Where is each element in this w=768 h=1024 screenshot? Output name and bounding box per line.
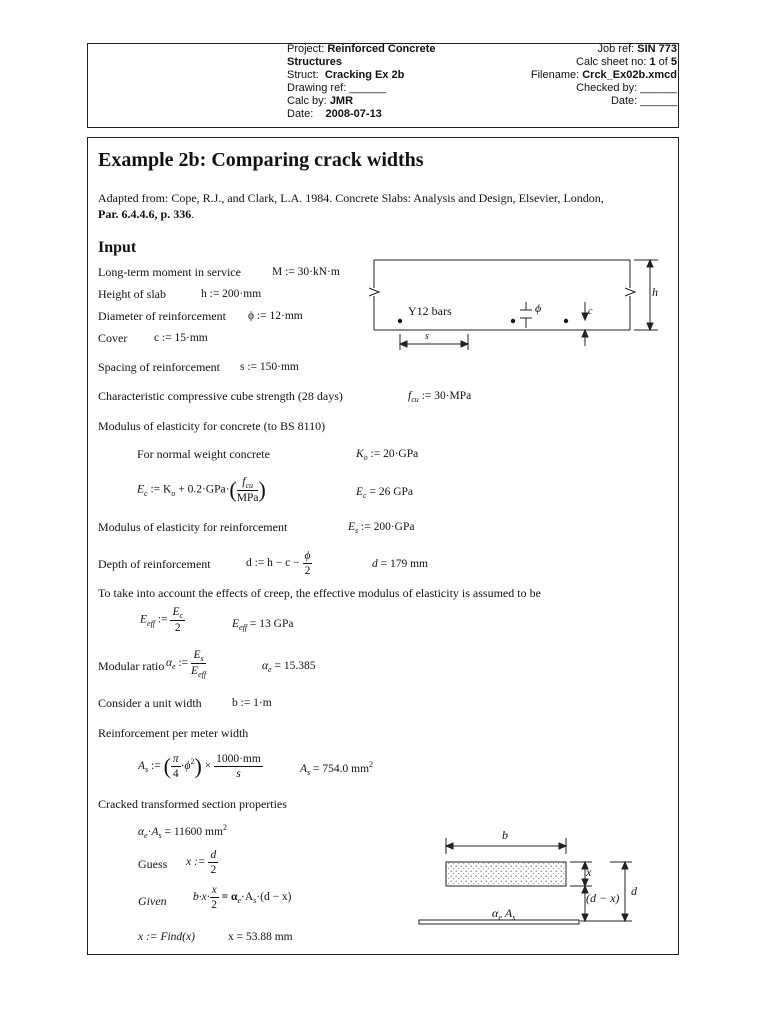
alpha-as-result: $\alpha_e\cdot A_s = 11600$ $mm^2$ xyxy=(138,823,227,840)
phi-label: ϕ xyxy=(535,301,542,315)
filename: Filename: Crck_Ex02b.xmcd xyxy=(530,69,677,81)
alpha-result: $\alpha_e = 15.385$ xyxy=(262,660,316,674)
input-heading: Input xyxy=(98,239,137,256)
normal-weight-label: For normal weight concrete xyxy=(137,447,270,461)
unit-width-label: Consider a unit width xyxy=(98,696,202,710)
as-label: $\alpha_e$ $A_s$ xyxy=(492,906,516,922)
rebar-dots xyxy=(398,319,568,323)
unit-width-expr: b := 1·m xyxy=(232,697,272,709)
job-ref: Job ref: SIN 773 xyxy=(597,43,677,55)
ko-expr: $K_o$ := 20·GPa xyxy=(356,448,419,462)
slab-diagram xyxy=(360,250,670,360)
alpha-formula: $\alpha_e$ := $\frac{E_s}{E_{eff}}$ xyxy=(166,649,207,679)
as-formula: $A_s$ := ( $\frac{\pi}{4}$ $\cdot\phi^2$) × $\frac{1000\cdot mm}{s}$ xyxy=(138,753,261,780)
fcu-label: Characteristic compressive cube strength (28 days) xyxy=(98,389,343,403)
eeff-formula: $E_{eff}$ := $\frac{E_c}{2}$ xyxy=(140,606,184,634)
source-text: Adapted from: Cope, R.J., and Clark, L.A. 1984. Concrete Slabs: Analysis and Design, Elsevier, London, xyxy=(98,191,604,205)
as-result: $A_s = 754.0$ $mm^2$ xyxy=(300,760,374,777)
cracked-label: Cracked transformed section properties xyxy=(98,797,287,811)
slab-outline xyxy=(369,260,635,330)
date-right: Date: ______ xyxy=(610,95,677,107)
compression-zone xyxy=(446,862,566,886)
dx-label: (d − x) xyxy=(586,891,620,905)
ec-formula: $E_c$ := $K_o + 0.2\cdot GPa\cdot$( $\frac{f_{cu}}{\text{MPa}}$ ) xyxy=(137,476,266,504)
checked-by: Checked by: ______ xyxy=(576,82,677,94)
page-title: Example 2b: Comparing crack widths xyxy=(98,149,424,171)
es-expr: $E_s$ := 200·GPa xyxy=(348,521,415,535)
guess-label: Guess xyxy=(138,857,168,871)
depth-result: d = 179 mm xyxy=(372,558,429,570)
eeff-result: $E_{eff} = 13$ GPa xyxy=(232,618,294,632)
modulus-label: Modulus of elasticity for concrete (to BS 8110) xyxy=(98,419,326,433)
creep-text: To take into account the effects of creep, the effective modulus of elasticity is assumed to be xyxy=(98,586,541,600)
bars-label: Y12 bars xyxy=(408,304,452,318)
calc-by-line: Calc by: JMR xyxy=(287,95,354,107)
modular-label: Modular ratio xyxy=(98,659,165,673)
find-result: x = 53.88 mm xyxy=(228,931,293,943)
per-meter-label: Reinforcement per meter width xyxy=(98,726,249,740)
project-line-2: Structures xyxy=(287,56,343,68)
depth-expr: d := h − c − $\frac{\phi}{2}$ xyxy=(246,550,311,577)
depth-label: Depth of reinforcement xyxy=(98,557,211,571)
drawing-ref: Drawing ref: ______ xyxy=(287,82,387,94)
source-ref: Par. 6.4.4.6, p. 336. xyxy=(98,207,195,221)
given-expr: b·x· $\frac{x}{2}$ = $\alpha_e\cdot A_s\cdot(d - x)$ xyxy=(193,884,292,911)
d-label: d xyxy=(631,884,637,898)
cover-expr: c := 15·mm xyxy=(154,332,208,344)
height-expr: h := 200·mm xyxy=(201,288,262,300)
phi-dimension xyxy=(520,302,532,328)
guess-expr: x := $\frac{d}{2}$ xyxy=(186,849,217,876)
struct-line: Struct: Cracking Ex 2b xyxy=(287,69,405,81)
date-line: Date: 2008-07-13 xyxy=(287,108,382,120)
project-line: Project: Reinforced Concrete xyxy=(287,43,436,55)
c-label: c xyxy=(588,306,593,317)
cracked-section-diagram xyxy=(410,830,640,930)
spacing-label: Spacing of reinforcement xyxy=(98,360,220,374)
es-label: Modulus of elasticity for reinforcement xyxy=(98,520,288,534)
diameter-expr: ϕ := 12·mm xyxy=(248,310,303,322)
given-label: Given xyxy=(138,894,167,908)
cover-label: Cover xyxy=(98,331,128,345)
height-label: Height of slab xyxy=(98,287,166,301)
fcu-expr: $f_{cu}$ := 30·MPa xyxy=(408,390,472,404)
find-expr: x := Find(x) xyxy=(138,931,195,943)
moment-label: Long-term moment in service xyxy=(98,265,241,279)
s-dimension xyxy=(400,334,468,350)
h-label: h xyxy=(652,285,658,299)
moment-expr: M := 30·kN·m xyxy=(272,266,340,278)
diameter-label: Diameter of reinforcement xyxy=(98,309,226,323)
ec-result: $E_c = 26$ GPa xyxy=(356,486,414,500)
b-label: b xyxy=(502,828,508,842)
x-label: x xyxy=(586,865,592,879)
calc-sheet: Calc sheet no: 1 of 5 xyxy=(576,56,677,68)
spacing-expr: s := 150·mm xyxy=(240,361,299,373)
s-label: s xyxy=(425,331,429,342)
